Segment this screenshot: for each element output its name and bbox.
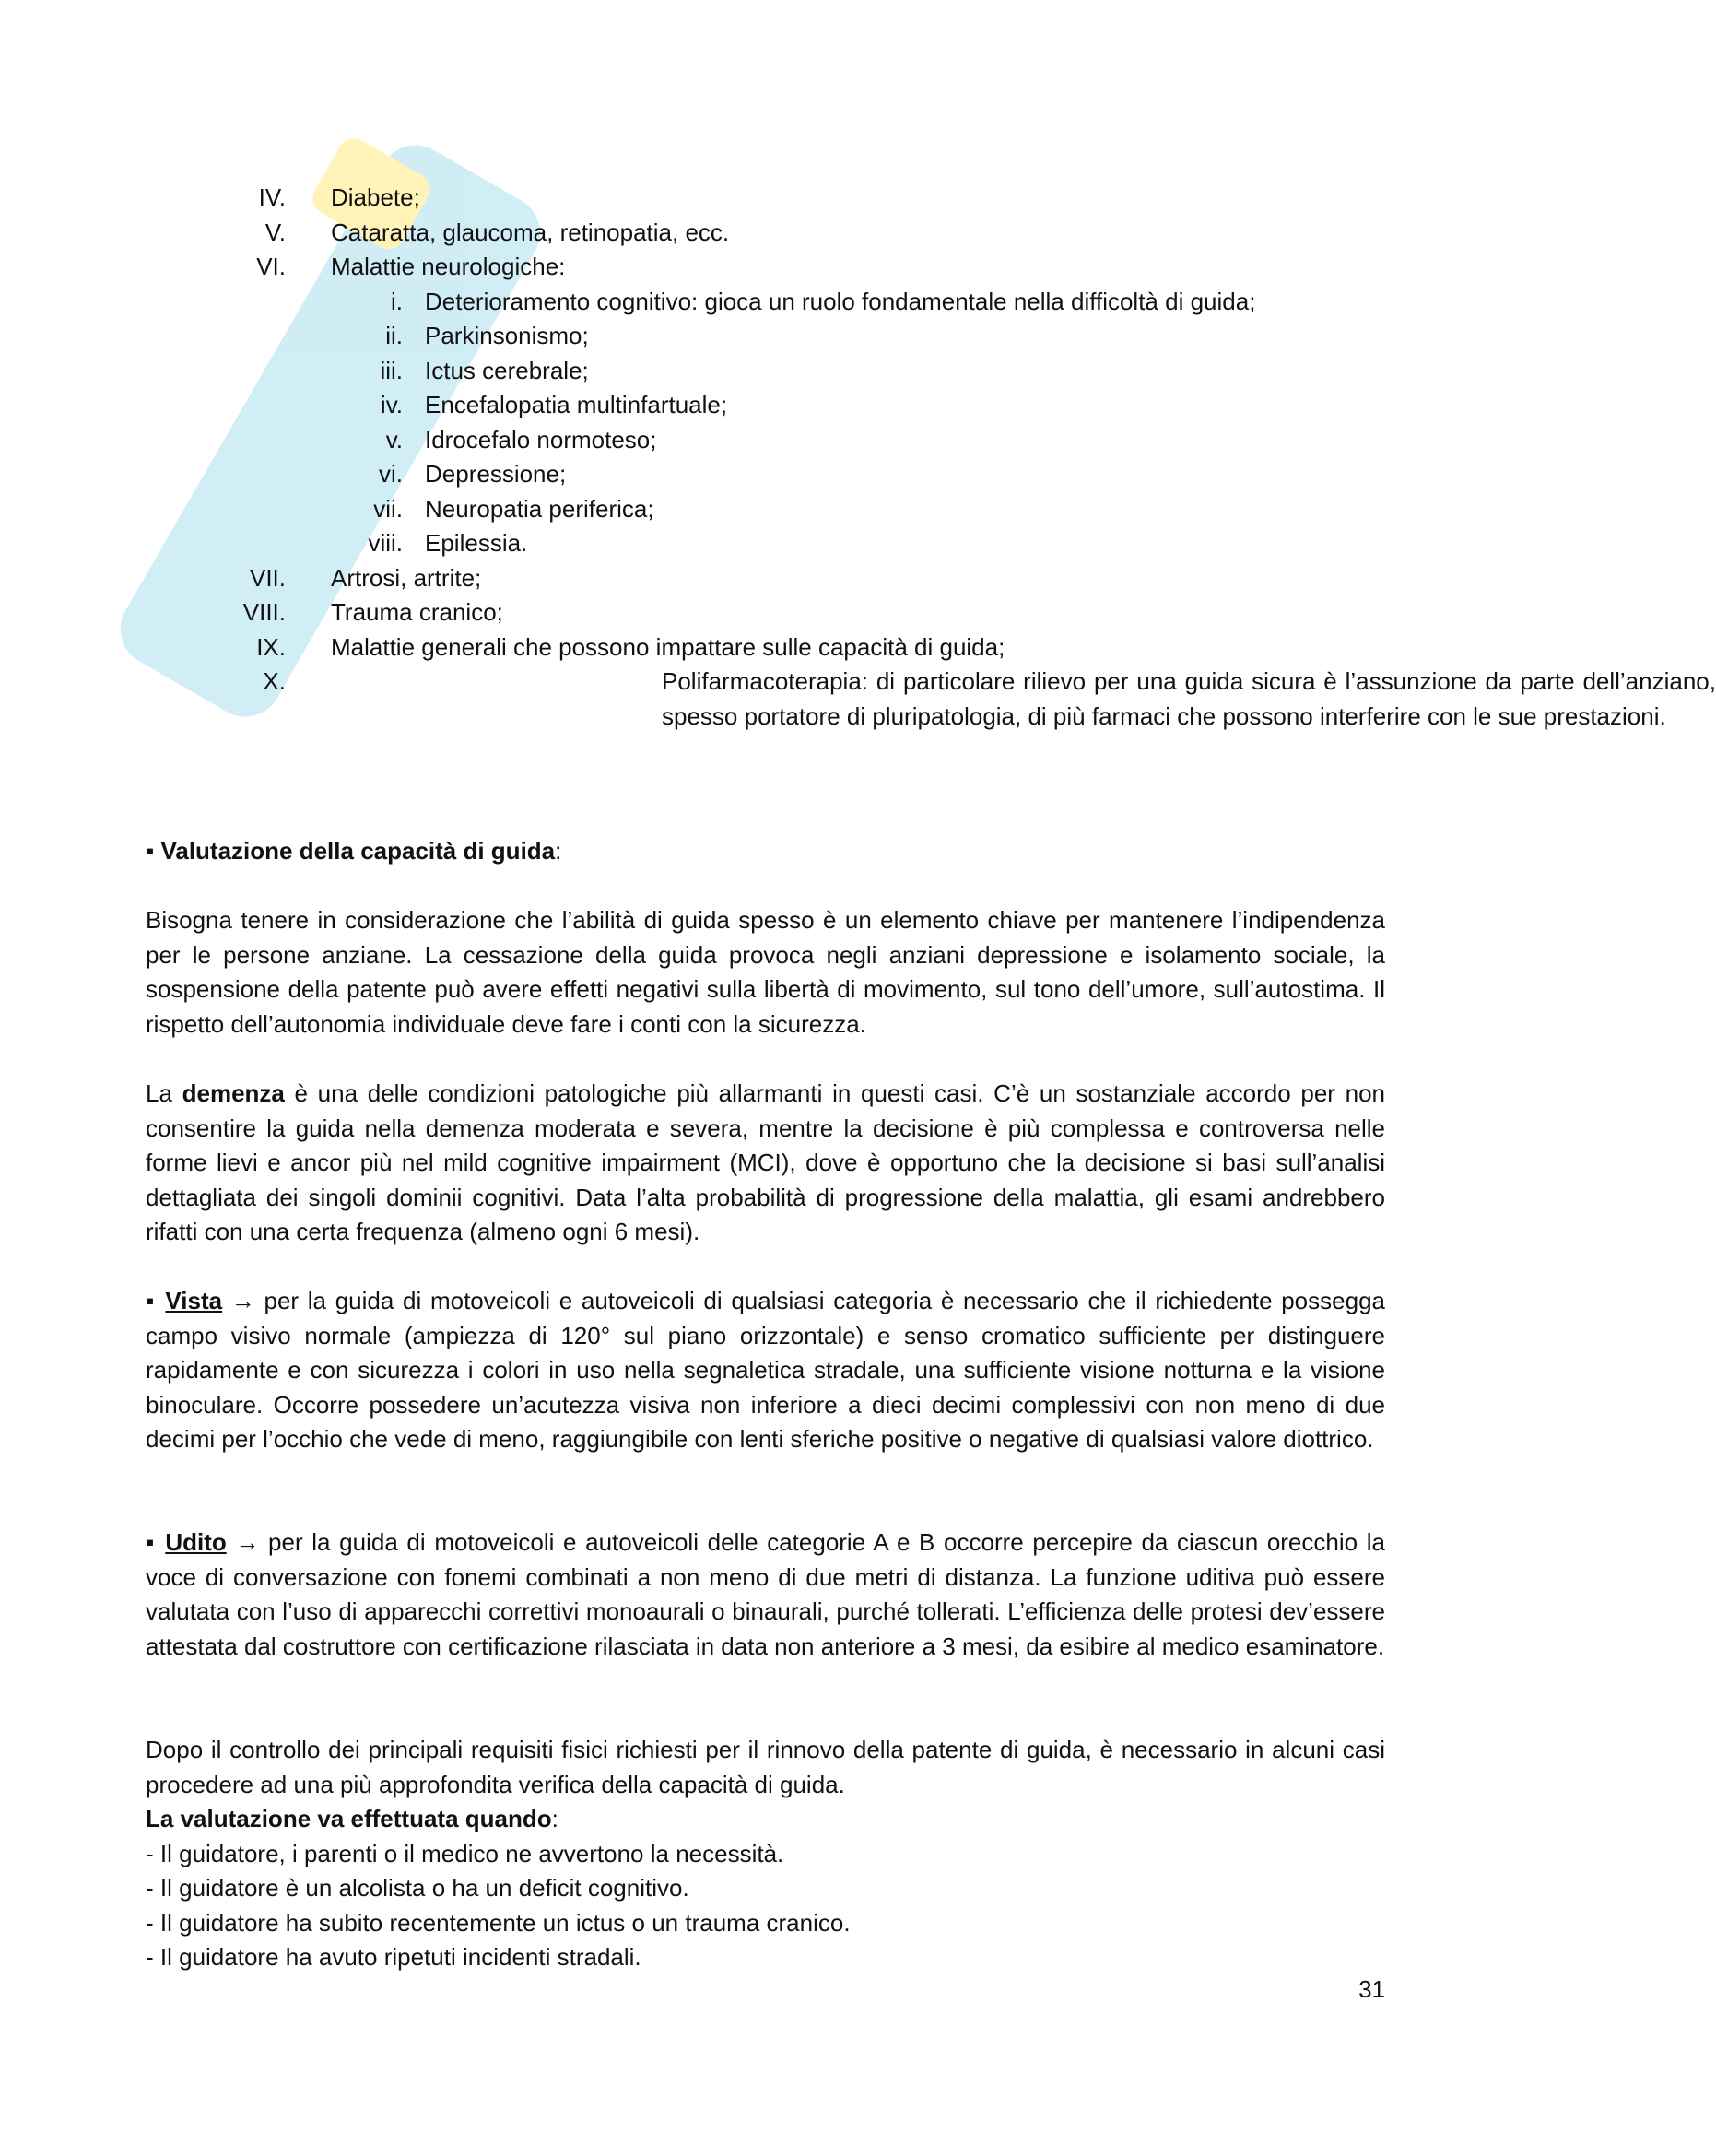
list-item-number: IX. [256, 632, 286, 661]
sub-list-item [0, 457, 1523, 492]
sub-list-item [0, 354, 1523, 389]
list-item [0, 181, 1523, 216]
sub-list-item-text: Epilessia. [425, 529, 528, 557]
list-item [0, 250, 1523, 285]
sub-list-item-number: ii. [385, 322, 403, 349]
list-item-text: Malattie neurologiche: [331, 253, 566, 280]
sub-list-item-number: v. [385, 425, 403, 454]
sub-list-item-text: Idrocefalo normoteso; [425, 425, 657, 454]
sub-list-item-number: viii. [368, 529, 403, 557]
list-item-text: Malattie generali che possono impattare sulle capacità di guida; [331, 632, 1005, 661]
sub-list-item-number: iv. [380, 391, 403, 418]
heading-bullet: ▪ [146, 837, 155, 865]
heading-title: Valutazione della capacità di guida [160, 837, 556, 865]
list-item [0, 595, 1523, 630]
sub-list-item-text: Deterioramento cognitivo: gioca un ruolo fondamentale nella difficoltà di guida; [425, 287, 1256, 315]
sub-list-item-number: iii. [380, 356, 403, 384]
paragraph-demenza [146, 1077, 1385, 1250]
demenza-after: è una delle condizioni patologiche più allarmanti in questi casi. C’è un sostanziale accordo per non consentire la guida nella demenza moderata e severa, mentre la decisione è più complessa e controversa nelle forme lievi e ancor più nel mild cognitive impairment (MCI), dove è opportuno che la decisione si basi sull’analisi dettagliata dei singoli dominii cognitivi. Data l’alta probabilità di progressione della malattia, gli esami andrebbero rifatti con una certa frequenza (almeno ogni 6 mesi). [146, 1079, 1386, 1245]
vista-text: per la guida di motoveicoli e autoveicoli di qualsiasi categoria è necessario che il richiedente possegga campo visivo normale (ampiezza di 120° sul piano orizzontale) e senso cromatico sufficiente per distinguere rapidamente e con sicurezza i colori in uso nella segnaletica stradale, una sufficiente visione notturna e la visione binoculare. Occorre possedere un’acutezza visiva non inferiore a dieci decimi complessivi con non meno di due decimi per l’occhio che vede di meno, raggiungibile con lenti sferiche positive o negative di qualsiasi valore diottrico. [146, 1287, 1385, 1453]
list-item [0, 630, 1523, 666]
vista-label: Vista [165, 1287, 223, 1314]
valutazione-item: - Il guidatore, i parenti o il medico ne avvertono la necessità. [146, 1839, 784, 1867]
list-item-text: Artrosi, artrite; [331, 563, 482, 592]
demenza-term: demenza [182, 1079, 285, 1107]
section-heading [146, 834, 1385, 869]
valutazione-title-line [146, 1802, 1385, 1837]
sub-list-item [0, 526, 1523, 561]
list-item-text: Trauma cranico; [331, 598, 503, 626]
list-item [0, 665, 1716, 734]
paragraph-udito [146, 1526, 1385, 1664]
sub-list-item [0, 492, 1523, 527]
udito-text: per la guida di motoveicoli e autoveicoli delle categorie A e B occorre percepire da ciascun orecchio la voce di conversazione con fonemi combinati a non meno di due metri di distanza. La funzione uditiva può essere valutata con l’uso di apparecchi correttivi monoaurali o binaurali, purché tollerati. L’efficienza delle protesi dev’essere attestata dal costruttore con certificazione rilasciata in data non anteriore a 3 mesi, da esibire al medico esaminatore. [146, 1528, 1385, 1660]
valutazione-suffix: : [551, 1805, 558, 1832]
sub-list-item-text: Encefalopatia multinfartuale; [425, 391, 728, 418]
list-item-number: V. [264, 218, 286, 246]
sub-list-item-text: Neuropatia periferica; [425, 494, 654, 523]
list-item-number: IV. [258, 183, 286, 211]
valutazione-block [146, 1802, 1385, 1975]
valutazione-item: - Il guidatore ha avuto ripetuti incidenti stradali. [146, 1943, 641, 1971]
list-item-number: VI. [256, 253, 286, 280]
page-number: 31 [1358, 1975, 1385, 2003]
list-item [0, 216, 1523, 251]
sub-list-item-text: Ictus cerebrale; [425, 356, 589, 384]
heading-suffix: : [555, 837, 562, 865]
paragraph-intro: Bisogna tenere in considerazione che l’abilità di guida spesso è un elemento chiave per mantenere l’indipendenza per le persone anziane. La cessazione della guida provoca negli anziani depressione e isolamento sociale, la sospensione della patente può avere effetti negativi sulla libertà di movimento, sul tono dell’umore, sull’autostima. Il rispetto dell’autonomia individuale deve fare i conti con la sicurezza. [146, 906, 1385, 1038]
conditions-list [0, 181, 1716, 734]
sub-list-item-text: Parkinsonismo; [425, 322, 589, 349]
demenza-before: La [146, 1079, 182, 1107]
sub-list-item [0, 388, 1523, 423]
arrow-icon: → [235, 1528, 260, 1556]
udito-label: Udito [165, 1528, 227, 1556]
valutazione-item: - Il guidatore è un alcolista o ha un deficit cognitivo. [146, 1874, 689, 1902]
sub-list-item [0, 285, 1523, 320]
sub-list-item-number: i. [391, 287, 403, 315]
list-item [0, 561, 1523, 596]
udito-bullet: ▪ [146, 1528, 157, 1556]
sub-list-item-number: vii. [373, 494, 403, 523]
list-item-text: Diabete; [331, 183, 420, 211]
sub-list-item-text: Depressione; [425, 460, 567, 488]
list-item-text: Cataratta, glaucoma, retinopatia, ecc. [331, 218, 730, 246]
paragraph-vista [146, 1284, 1385, 1457]
valutazione-title: La valutazione va effettuata quando [146, 1805, 552, 1832]
list-item-number: X. [263, 667, 286, 695]
valutazione-item: - Il guidatore ha subito recentemente un ictus o un trauma cranico. [146, 1908, 851, 1937]
sub-list-item [0, 423, 1523, 458]
list-item-text: Polifarmacoterapia: di particolare rilievo per una guida sicura è l’assunzione da parte dell’anziano, spesso portatore di pluripatologia, di più farmaci che possono interferire con le sue prestazioni. [662, 667, 1716, 730]
vista-bullet: ▪ [146, 1287, 157, 1314]
list-item-number: VII. [249, 563, 286, 592]
sub-list-item [0, 319, 1523, 354]
paragraph-dopo: Dopo il controllo dei principali requisiti fisici richiesti per il rinnovo della patente di guida, è necessario in alcuni casi procedere ad una più approfondita verifica della capacità di guida. [146, 1736, 1385, 1798]
sub-list-item-number: vi. [379, 460, 403, 488]
arrow-icon: → [230, 1287, 255, 1314]
list-item-number: VIII. [242, 598, 286, 626]
